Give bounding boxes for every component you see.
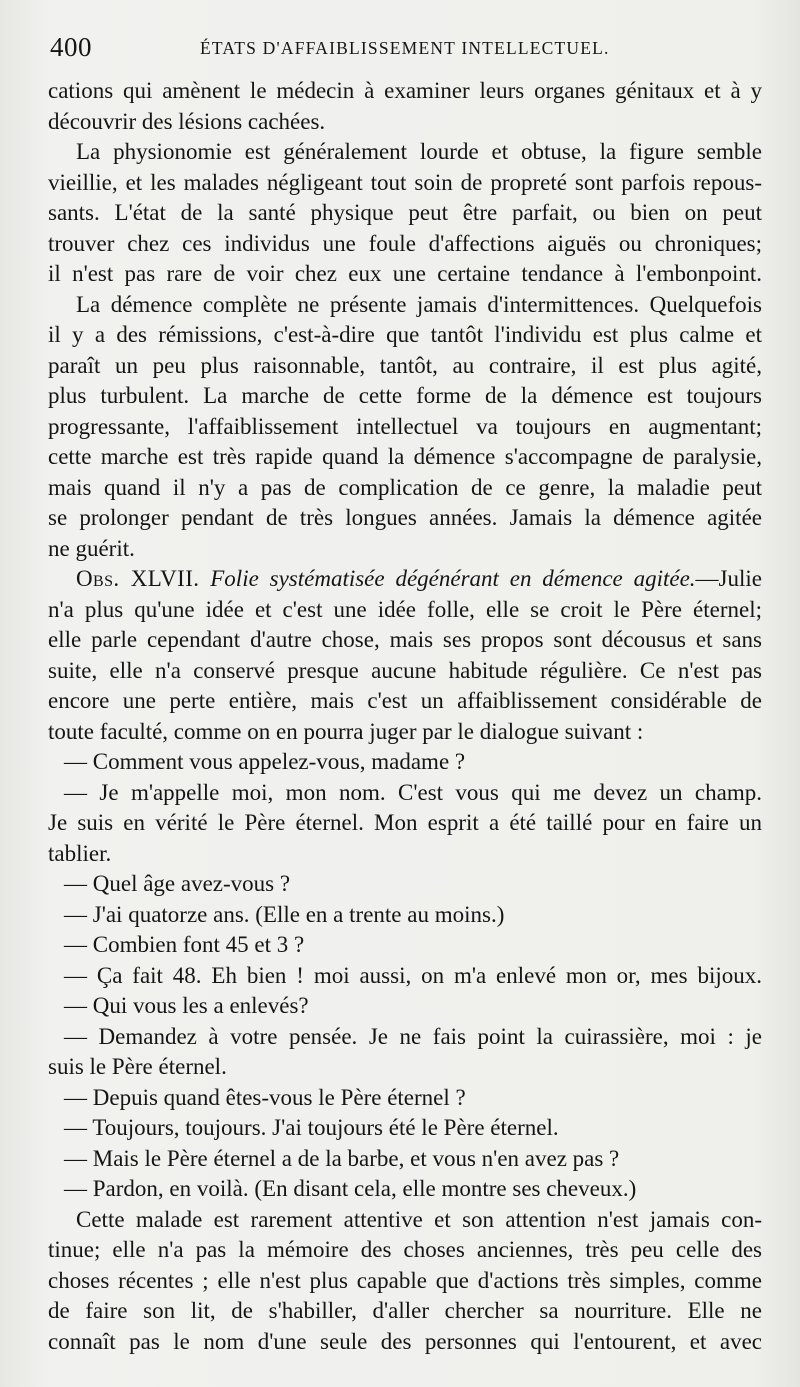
- text-line: La physionomie est généralement lourde et obtuse, la figure semble: [76, 139, 762, 164]
- running-title: ÉTATS D'AFFAIBLISSEMENT INTELLECTUEL.: [200, 38, 610, 58]
- dialogue-line: — J'ai quatorze ans. (Elle en a trente au moins.): [64, 901, 505, 927]
- text-line: connaît pas le nom d'une seule des personnes qui l'entourent, et avec: [48, 1328, 762, 1354]
- text-line: il n'est pas rare de voir chez eux une certaine tendance à l'embonpoint.: [48, 261, 762, 286]
- dialogue-line: — Comment vous appelez-vous, madame ?: [64, 749, 466, 774]
- text-line: La démence complète ne présente jamais d'intermittences. Quelquefois: [76, 291, 762, 317]
- text-line: tinue; elle n'a pas la mémoire des choses anciennes, très peu celle des: [48, 1237, 762, 1262]
- observation-continuation: —Julie: [695, 566, 762, 591]
- dialogue-line: tablier.: [48, 840, 112, 866]
- dialogue-line: — Toujours, toujours. J'ai toujours été le Père éternel.: [64, 1115, 559, 1140]
- text-line: suite, elle n'a conservé presque aucune habitude régulière. Ce n'est pas: [48, 657, 762, 683]
- body-text: [48, 76, 762, 1357]
- text-line: choses récentes ; elle n'est plus capable que d'actions très simples, comme: [48, 1267, 762, 1293]
- dialogue-line: Je suis en vérité le Père éternel. Mon esprit a été taillé pour en faire un: [48, 810, 762, 835]
- text-line: sants. L'état de la santé physique peut être parfait, ou bien on peut: [48, 200, 762, 225]
- text-line: progressante, l'affaiblissement intellectuel va toujours en augmentant;: [48, 413, 762, 439]
- dialogue-line: — Mais le Père éternel a de la barbe, et vous n'en avez pas ?: [64, 1145, 620, 1171]
- dialogue-line: — Demandez à votre pensée. Je ne fais point la cuirassière, moi : je: [64, 1023, 762, 1049]
- text-line: de faire son lit, de s'habiller, d'aller chercher sa nourriture. Elle ne: [48, 1298, 762, 1323]
- text-line: plus turbulent. La marche de cette forme de la démence est toujours: [48, 383, 762, 408]
- observation-label: Obs. XLVII.: [76, 566, 200, 591]
- dialogue-line: — Pardon, en voilà. (En disant cela, elle montre ses cheveux.): [64, 1176, 637, 1201]
- text-line: n'a plus qu'une idée et c'est une idée folle, elle se croit le Père éternel;: [48, 596, 762, 622]
- dialogue-line: — Quel âge avez-vous ?: [64, 871, 291, 896]
- text-line: cations qui amènent le médecin à examiner leurs organes génitaux et à y: [48, 78, 762, 103]
- dialogue-line: — Ça fait 48. Eh bien ! moi aussi, on m'a enlevé mon or, mes bijoux.: [64, 962, 762, 988]
- text-line: mais quand il n'y a pas de complication de ce genre, la maladie peut: [48, 474, 762, 500]
- text-line: se prolonger pendant de très longues années. Jamais la démence agitée: [48, 505, 762, 530]
- dialogue-line: — Je m'appelle moi, mon nom. C'est vous qui me devez un champ.: [64, 779, 762, 805]
- text-line: il y a des rémissions, c'est-à-dire que tantôt l'individu est plus calme et: [48, 322, 762, 347]
- text-line: cette marche est très rapide quand la démence s'accompagne de paralysie,: [48, 444, 762, 469]
- text-line: elle parle cependant d'autre chose, mais ses propos sont décousus et sans: [48, 627, 762, 652]
- text-line: découvrir des lésions cachées.: [48, 108, 326, 134]
- dialogue-line: — Depuis quand êtes-vous le Père éternel ?: [64, 1084, 466, 1110]
- text-line: Cette malade est rarement attentive et son attention n'est jamais con-: [76, 1206, 762, 1232]
- observation-title: Folie systématisée dégénérant en démence agitée.: [210, 566, 696, 591]
- text-line: paraît un peu plus raisonnable, tantôt, au contraire, il est plus agité,: [48, 352, 762, 378]
- dialogue-line: — Qui vous les a enlevés?: [64, 993, 309, 1018]
- dialogue-line: suis le Père éternel.: [48, 1054, 227, 1079]
- observation-heading-line: [48, 564, 762, 595]
- text-line: encore une perte entière, mais c'est un affaiblissement considérable de: [48, 688, 762, 713]
- text-line: vieillie, et les malades négligeant tout soin de propreté sont parfois repous-: [48, 169, 762, 195]
- page-header: [50, 30, 762, 64]
- page-number: 400: [50, 32, 92, 62]
- text-line: toute faculté, comme on en pourra juger par le dialogue suivant :: [48, 718, 644, 744]
- text-line: ne guérit.: [48, 535, 135, 561]
- text-line: trouver chez ces individus une foule d'affections aiguës ou chroniques;: [48, 230, 762, 256]
- dialogue-line: — Combien font 45 et 3 ?: [64, 932, 305, 957]
